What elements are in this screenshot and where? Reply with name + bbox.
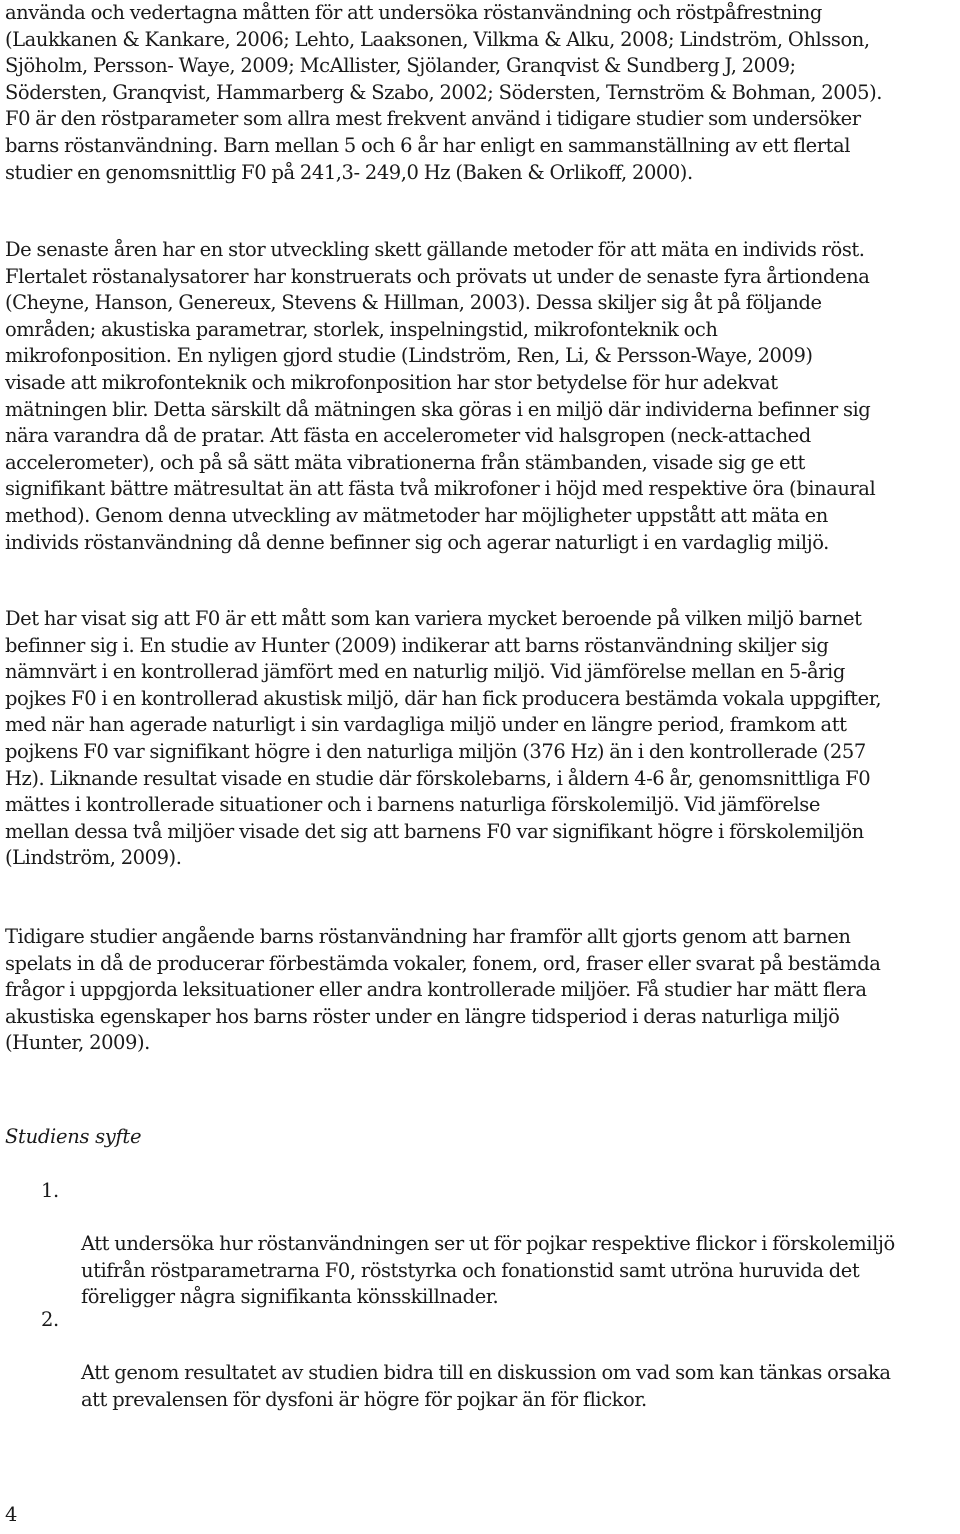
list-item-number: 2. xyxy=(41,1308,59,1331)
list-item-text: Att undersöka hur röstanvändningen ser ut för pojkar respektive flickor i förskolemiljö utifrån röstparametrarna F0, röststyrka och fonationstid samt utröna huruvida det föreligger några signifikanta könsskillnader. xyxy=(81,1232,895,1309)
page-number: 4 xyxy=(5,1503,18,1526)
section-heading: Studiens syfte xyxy=(5,1125,142,1148)
paragraph-previous-studies: Tidigare studier angående barns röstanvändning har framför allt gjorts genom att barnen spelats in då de producerar förbestämda vokaler, fonem, ord, fraser eller svarat på bestämda frågor i uppgjorda leksituationer eller andra kontrollerade miljöer. Få studier har mätt flera akustiska egenskaper hos barns röster under en längre tidsperiod i deras naturliga miljö (Hunter, 2009). xyxy=(5,925,881,1055)
aims-list-first xyxy=(41,1178,955,1311)
aims-list-second xyxy=(41,1307,955,1413)
list-item xyxy=(41,1178,955,1311)
paragraph-f0-background: använda och vedertagna måtten för att undersöka röstanvändning och röstpåfrestning (Laukkanen & Kankare, 2006; Lehto, Laaksonen, Vilkma & Alku, 2008; Lindström, Ohlsson, Sjöholm, Persson- Waye, 2009; McAllister, Sjölander, Granqvist & Sundberg J, 2009; Södersten, Granqvist, Hammarberg & Szabo, 2002; Södersten, Ternström & Bohman, 2005). F0 är den röstparameter som allra mest frekvent använd i tidigare studier som undersöker barns röstanvändning. Barn mellan 5 och 6 år har enligt en sammanställning av ett flertal studier en genomsnittlig F0 på 241,3- 249,0 Hz (Baken & Orlikoff, 2000). xyxy=(5,1,882,184)
list-item-text: Att genom resultatet av studien bidra till en diskussion om vad som kan tänkas orsaka att prevalensen för dysfoni är högre för pojkar än för flickor. xyxy=(81,1361,891,1411)
paragraph-measurement-methods: De senaste åren har en stor utveckling skett gällande metoder för att mäta en individs röst. Flertalet röstanalysatorer har konstruerats och prövats ut under de senaste fyra årtiondena (Cheyne, Hanson, Genereux, Stevens & Hillman, 2003). Dessa skiljer sig åt på följande områden; akustiska parametrar, storlek, inspelningstid, mikrofonteknik och mikrofonposition. En nyligen gjord studie (Lindström, Ren, Li, & Persson-Waye, 2009) visade att mikrofonteknik och mikrofonposition har stor betydelse för hur adekvat mätningen blir. Detta särskilt då mätningen ska göras i en miljö där individerna befinner sig nära varandra då de pratar. Att fästa en accelerometer vid halsgropen (neck-attached accelerometer), och på så sätt mäta vibrationerna från stämbanden, visade sig ge ett signifikant bättre mätresultat än att fästa två mikrofoner i höjd med respektive öra (binaural method). Genom denna utveckling av mätmetoder har möjligheter uppstått att mäta en individs röstanvändning då denne befinner sig och agerar naturligt i en vardaglig miljö. xyxy=(5,238,876,554)
list-item xyxy=(41,1307,955,1413)
list-item-number: 1. xyxy=(41,1179,59,1202)
paragraph-environment-f0: Det har visat sig att F0 är ett mått som kan variera mycket beroende på vilken miljö barnet befinner sig i. En studie av Hunter (2009) indikerar att barns röstanvändning skiljer sig nämnvärt i en kontrollerad jämfört med en naturlig miljö. Vid jämförelse mellan en 5-årig pojkes F0 i en kontrollerad akustisk miljö, där han fick producera bestämda vokala uppgifter, med när han agerade naturligt i sin vardagliga miljö under en längre period, framkom att pojkens F0 var signifikant högre i den naturliga miljön (376 Hz) än i den kontrollerade (257 Hz). Liknande resultat visade en studie där förskolebarns, i åldern 4-6 år, genomsnittliga F0 mättes i kontrollerade situationer och i barnens naturliga förskolemiljö. Vid jämförelse mellan dessa två miljöer visade det sig att barnens F0 var signifikant högre i förskolemiljön (Lindström, 2009). xyxy=(5,607,882,870)
